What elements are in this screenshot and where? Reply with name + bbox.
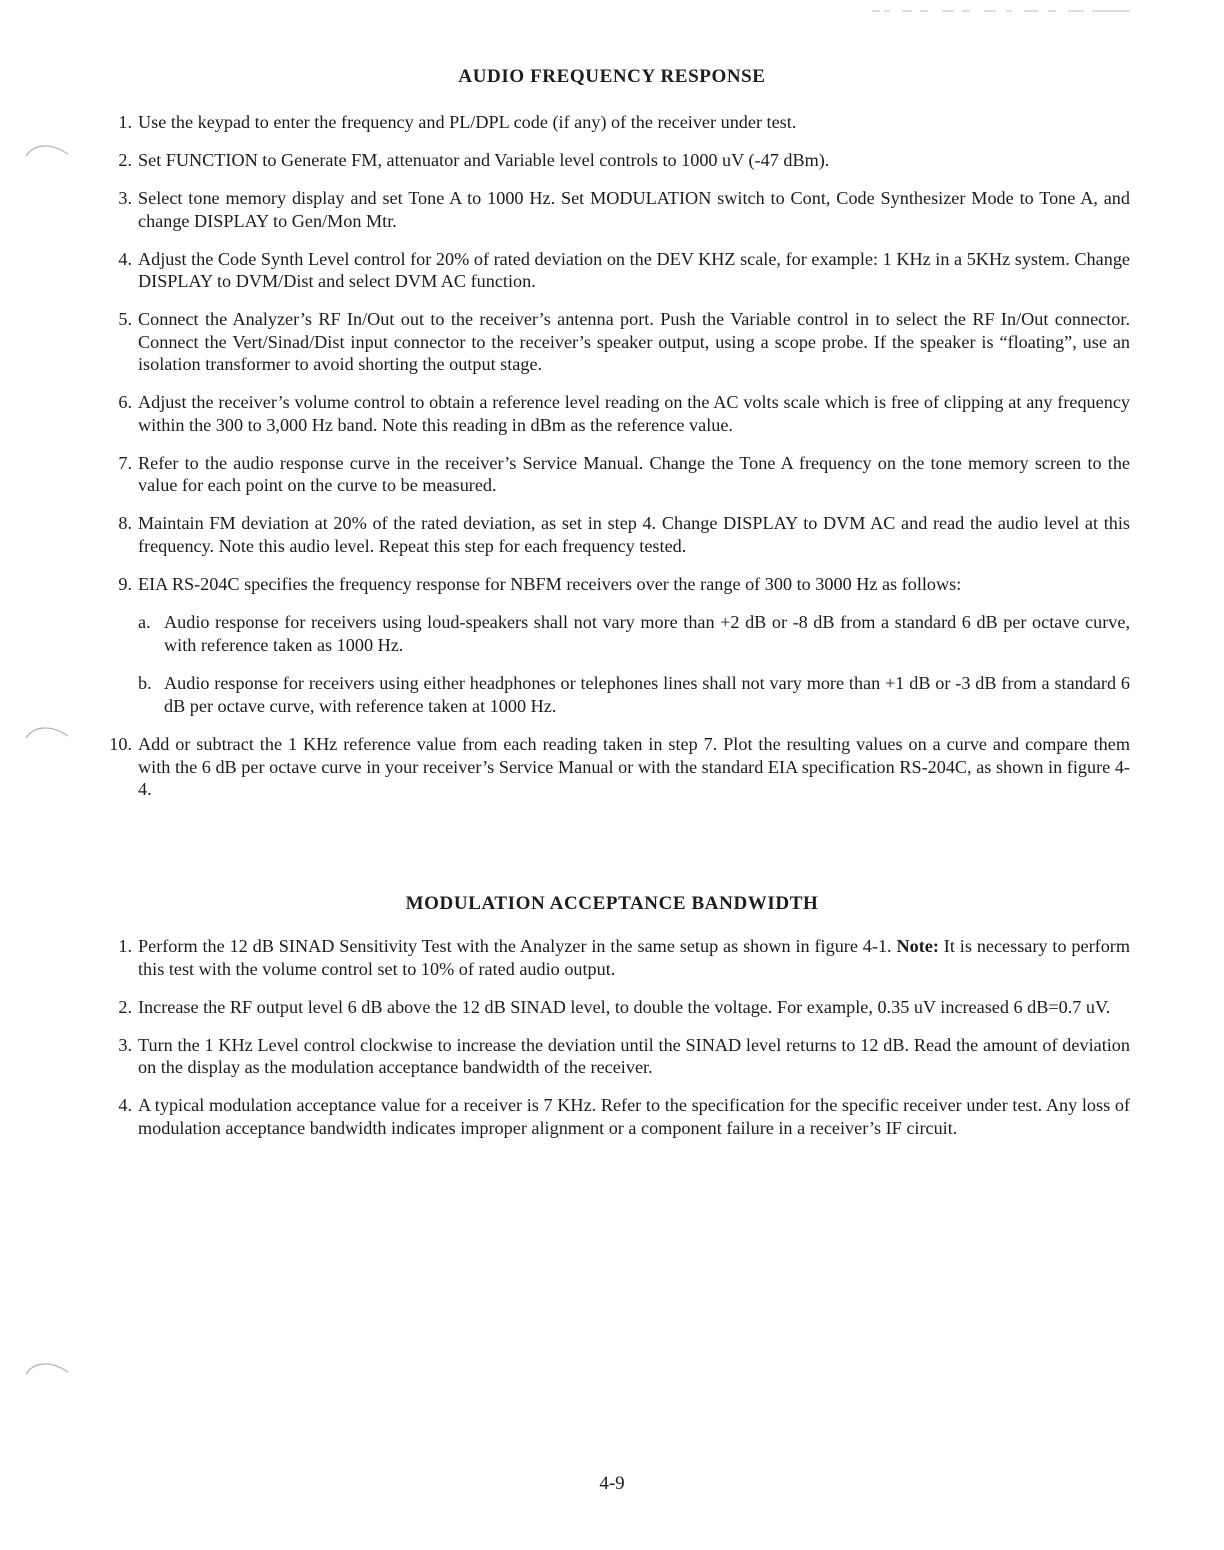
section-title-audio-frequency-response: AUDIO FREQUENCY RESPONSE [458, 66, 766, 87]
step-text: Connect the Analyzer’s RF In/Out out to the receiver’s antenna port. Push the Variable control in to select the RF In/Out connector. Connect the Vert/Sinad/Dist input connector to the receiver’s speaker output, using a scope probe. If the speaker is “floating”, use an isolation transformer to avoid shorting the output stage. [138, 309, 1130, 374]
note-label: Note: [896, 936, 939, 956]
step-text: Set FUNCTION to Generate FM, attenuator and Variable level controls to 1000 uV (-47 dBm). [138, 150, 830, 170]
step-number: 8. [118, 513, 132, 533]
list-item [138, 611, 1130, 656]
step-text: Add or subtract the 1 KHz reference value from each reading taken in step 7. Plot the resulting values on a curve and compare them with the 6 dB per octave curve in your receiver’s Service Manual or with the standard EIA specification RS-204C, as shown in figure 4-4. [138, 734, 1130, 799]
list-item [100, 935, 1130, 980]
step-text: Select tone memory display and set Tone A to 1000 Hz. Set MODULATION switch to Cont, Code Synthesizer Mode to Tone A, and change DISPLAY to Gen/Mon Mtr. [138, 188, 1130, 231]
step-number: 2. [118, 996, 132, 1017]
step-number: 7. [118, 452, 132, 473]
substep-letter: a. [138, 612, 151, 632]
step-number: 1. [118, 936, 132, 956]
punch-hole-mark-top [24, 140, 70, 160]
list-item [100, 512, 1130, 557]
step-number: 4. [118, 248, 132, 269]
step-number: 3. [118, 188, 132, 208]
modulation-bandwidth-steps [100, 935, 1130, 1155]
list-item [138, 672, 1130, 717]
step-number: 9. [118, 573, 132, 594]
list-item [100, 308, 1130, 376]
step-number: 1. [118, 112, 132, 132]
list-item [100, 149, 1130, 172]
audio-response-steps [100, 111, 1130, 816]
step-number: 4. [118, 1095, 132, 1115]
list-item [100, 187, 1130, 232]
step-text: Turn the 1 KHz Level control clockwise to increase the deviation until the SINAD level returns to 12 dB. Read the amount of deviation on the display as the modulation acceptance bandwidth of the receiver. [138, 1034, 1130, 1077]
punch-hole-mark-middle [24, 722, 70, 742]
substep-text: Audio response for receivers using loud-speakers shall not vary more than +2 dB or -8 dB from a standard 6 dB per octave curve, with reference taken as 1000 Hz. [164, 612, 1130, 655]
step-text: Maintain FM deviation at 20% of the rated deviation, as set in step 4. Change DISPLAY to DVM AC and read the audio level at this frequency. Note this audio level. Repeat this step for each frequency tested. [138, 513, 1130, 556]
substep-text: Audio response for receivers using either headphones or telephones lines shall not vary more than +1 dB or -3 dB from a standard 6 dB per octave curve, with reference taken at 1000 Hz. [164, 673, 1130, 716]
step-text: Adjust the Code Synth Level control for 20% of rated deviation on the DEV KHZ scale, for example: 1 KHz in a 5KHz system. Change DISPLAY to DVM/Dist and select DVM AC function. [138, 248, 1130, 291]
list-item [100, 452, 1130, 497]
list-item [100, 1034, 1130, 1079]
list-item [100, 111, 1130, 134]
step-number: 3. [118, 1034, 132, 1055]
step-text: Adjust the receiver’s volume control to obtain a reference level reading on the AC volts scale which is free of clipping at any frequency within the 300 to 3,000 Hz band. Note this reading in dBm as the reference value. [138, 392, 1130, 435]
punch-hole-mark-bottom [24, 1358, 70, 1378]
page-number: 4-9 [599, 1473, 625, 1494]
list-item [100, 733, 1130, 801]
list-item [100, 996, 1130, 1019]
step-text: Use the keypad to enter the frequency and PL/DPL code (if any) of the receiver under test. [138, 112, 797, 132]
step-text: Refer to the audio response curve in the receiver’s Service Manual. Change the Tone A frequency on the tone memory screen to the value for each point on the curve to be measured. [138, 452, 1130, 495]
scan-artifact-top [872, 8, 1132, 14]
substep-letter: b. [138, 673, 152, 693]
step-text: EIA RS-204C specifies the frequency response for NBFM receivers over the range of 300 to 3000 Hz as follows: [138, 573, 962, 594]
step-number: 6. [118, 392, 132, 412]
section-title-modulation-acceptance-bandwidth: MODULATION ACCEPTANCE BANDWIDTH [405, 893, 819, 914]
eia-specification-substeps [138, 611, 1130, 717]
step-text-note: It is necessary to perform this test with the volume control set to 10% of rated audio output. [138, 936, 1131, 979]
list-item [100, 1094, 1130, 1139]
step-text [138, 935, 1130, 980]
step-text-lead: Perform the 12 dB SINAD Sensitivity Test with the Analyzer in the same setup as shown in figure 4-1. [138, 936, 897, 956]
list-item [100, 248, 1130, 293]
list-item [100, 391, 1130, 436]
list-item [100, 573, 1130, 718]
step-text: A typical modulation acceptance value for a receiver is 7 KHz. Refer to the specification for the specific receiver under test. Any loss of modulation acceptance bandwidth indicates improper alignment or a component failure in a receiver’s IF circuit. [138, 1095, 1130, 1138]
step-number: 2. [118, 150, 132, 170]
step-text: Increase the RF output level 6 dB above the 12 dB SINAD level, to double the voltage. For example, 0.35 uV increased 6 dB=0.7 uV. [138, 996, 1111, 1017]
step-number: 5. [118, 309, 132, 329]
step-number: 10. [109, 734, 132, 754]
